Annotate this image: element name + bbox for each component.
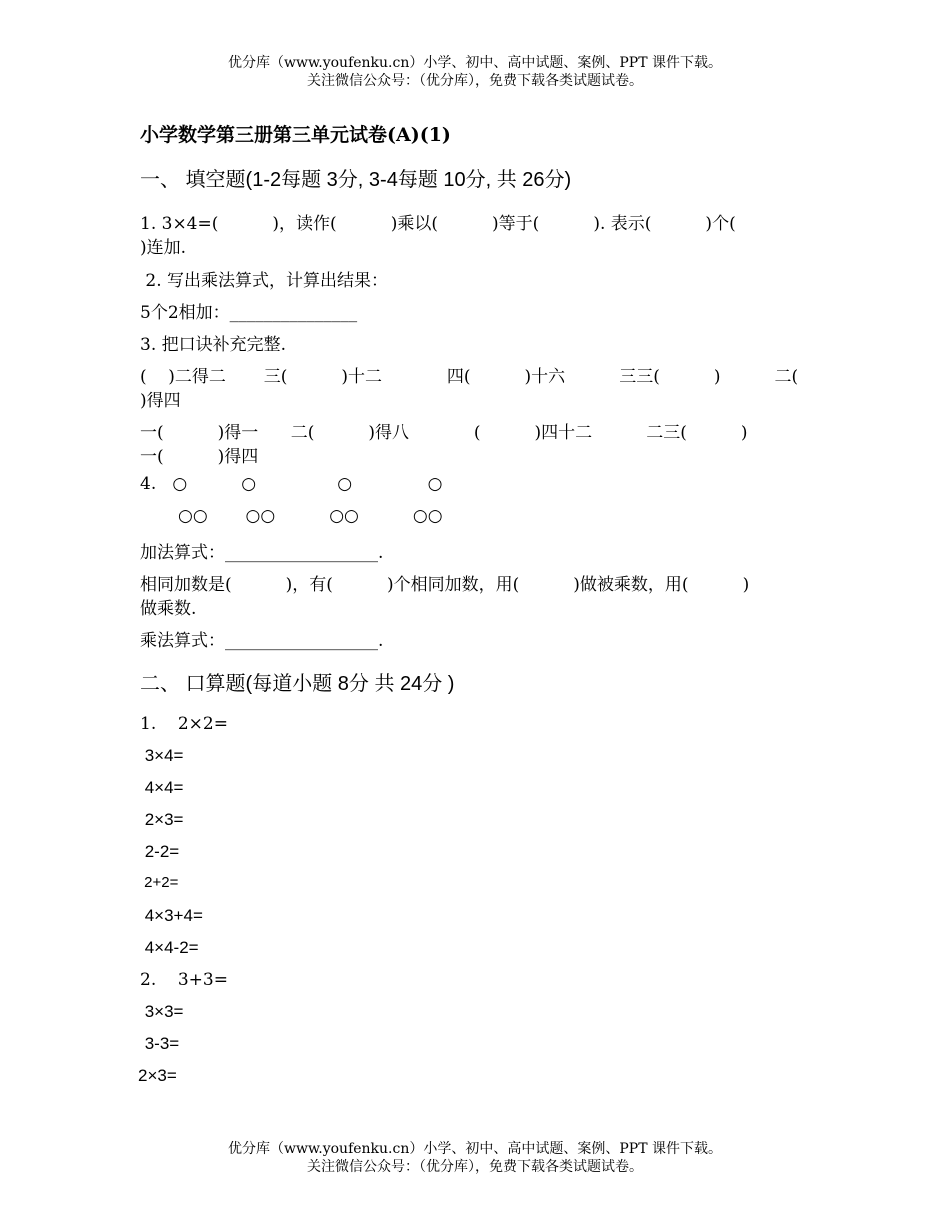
q4-addition-blank: 加法算式：__________________.	[140, 543, 384, 563]
mental-math-item: 2×3=	[140, 810, 184, 829]
q4-multiplication-blank: 乘法算式：__________________.	[140, 631, 384, 651]
q4-text-line-2: 做乘数.	[140, 599, 197, 619]
header-line-2: 关注微信公众号：（优分库），免费下载各类试题试卷。	[307, 73, 643, 89]
mental-math-item: 2×3=	[138, 1066, 177, 1085]
q4-circles-row-2: ○○ ○○ ○○ ○○	[178, 506, 443, 526]
header-line-1: 优分库（www.youfenku.cn）小学、初中、高中试题、案例、PPT 课件下载。	[227, 55, 722, 71]
q4-circles-row-1: 4. ○ ○ ○ ○	[140, 474, 443, 494]
q1-line-2: )连加.	[140, 238, 187, 258]
mental-math-item: 1. 2×2=	[140, 714, 228, 734]
mental-math-item: 4×4=	[140, 778, 184, 797]
mental-math-item: 2. 3+3=	[140, 970, 228, 990]
q2-blank: 5个2相加：_______________	[140, 303, 358, 323]
section-2-heading: 二、 口算题(每道小题 8分 共 24分 )	[140, 673, 455, 695]
q2-text: 2. 写出乘法算式，计算出结果：	[140, 271, 389, 291]
q3-row-1: ( )二得二 三( )十二 四( )十六 三三( ) 二(	[140, 367, 799, 387]
page-title: 小学数学第三册第三单元试卷(A)(1)	[140, 124, 451, 146]
mental-math-item: 2-2=	[140, 842, 180, 861]
q3-text: 3. 把口诀补充完整.	[140, 335, 287, 355]
q3-row-1b: )得四	[140, 391, 181, 411]
mental-math-item: 2+2=	[140, 874, 179, 891]
mental-math-item: 4×3+4=	[140, 906, 203, 925]
footer-line-1: 优分库（www.youfenku.cn）小学、初中、高中试题、案例、PPT 课件下载。	[227, 1141, 722, 1157]
mental-math-item: 3×3=	[140, 1002, 184, 1021]
footer-line-2: 关注微信公众号：（优分库），免费下载各类试题试卷。	[307, 1159, 643, 1175]
section-1-heading: 一、 填空题(1-2每题 3分, 3-4每题 10分, 共 26分)	[140, 169, 572, 191]
q3-row-2: 一( )得一 二( )得八 ( )四十二 二三( )	[140, 423, 748, 443]
mental-math-item: 3-3=	[140, 1034, 180, 1053]
q1-line-1: 1. 3×4=( )，读作( )乘以( )等于( ). 表示( )个(	[140, 214, 736, 234]
q4-text-line-1: 相同加数是( )，有( )个相同加数，用( )做被乘数，用( )	[140, 575, 750, 595]
mental-math-item: 3×4=	[140, 746, 184, 765]
q3-row-2b: 一( )得四	[140, 447, 259, 467]
mental-math-item: 4×4-2=	[140, 938, 199, 957]
